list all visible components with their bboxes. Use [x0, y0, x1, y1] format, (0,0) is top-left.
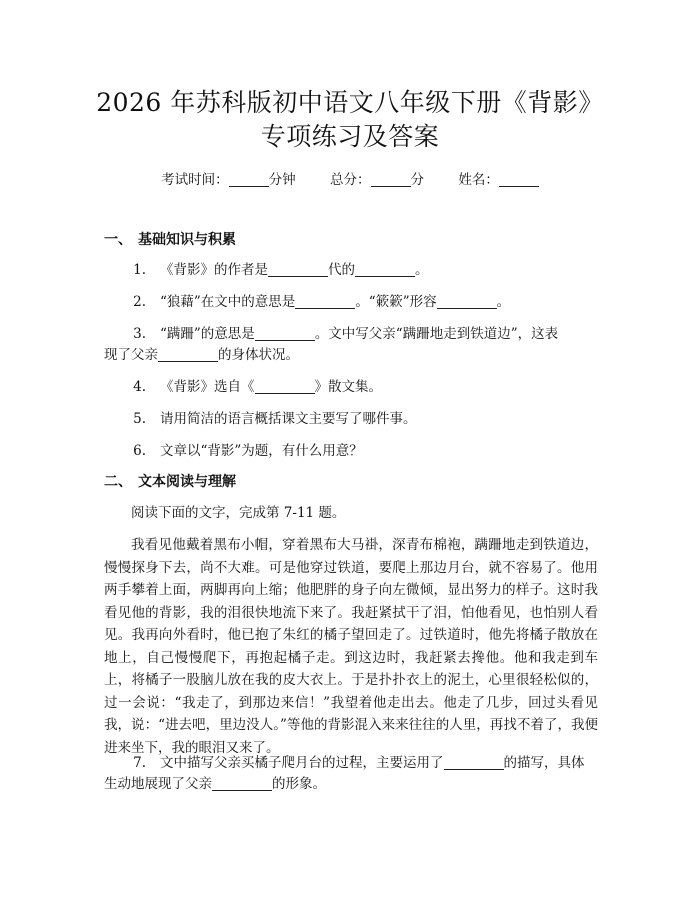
question-text: 《背影》的作者是: [160, 262, 268, 278]
question-3-continued: [104, 344, 598, 366]
question-text: “蹒跚”的意思是: [160, 326, 255, 342]
question-text: 文章以“背影”为题，有什么用意？: [160, 443, 363, 459]
question-7-continued: [104, 773, 598, 795]
question-number: 4.: [133, 379, 146, 395]
question-text: 《背影》选自《: [160, 379, 255, 395]
section-heading-2: [104, 472, 236, 492]
answer-blank[interactable]: [158, 347, 218, 362]
answer-blank[interactable]: [268, 262, 328, 277]
question-5: [104, 408, 598, 430]
reading-passage: 我看见他戴着黑布小帽，穿着黑布大马褂，深青布棉袍，蹒跚地走到铁道边，慢慢探身下去，尚不大难。可是他穿过铁道，要爬上那边月台，就不容易了。他用两手攀着上面，两脚再向上缩；他肥胖的身子向左微倾，显出努力的样子。这时我看见他的背影，我的泪很快地流下来了。我赶紧拭干了泪，怕他看见，也怕别人看见。我再向外看时，他已抱了朱红的橘子望回走了。过铁道时，他先将橘子散放在地上，自己慢慢爬下，再抱起橘子走。到这边时，我赶紧去搀他。他和我走到车上，将橘子一股脑儿放在我的皮大衣上。于是扑扑衣上的泥土，心里很轻松似的，过一会说：“我走了，到那边来信！”我望着他走出去。他走了几步，回过头看见我，说：“进去吧，里边没人。”等他的背影混入来来往往的人里，再找不着了，我便进来坐下，我的眼泪又来了。: [104, 537, 598, 756]
exam-info-line: [0, 170, 700, 190]
question-text: 。“簌簌”形容: [355, 294, 437, 310]
question-number: 5.: [133, 411, 146, 427]
exam-time-label: 考试时间：: [161, 172, 229, 188]
question-number: 7.: [133, 755, 146, 771]
student-name-label: 姓名：: [458, 172, 499, 188]
question-text: 》散文集。: [314, 379, 382, 395]
question-3: [104, 323, 598, 345]
question-6: [104, 440, 598, 462]
question-number: 2.: [133, 294, 146, 310]
question-number: 6.: [133, 443, 146, 459]
section-number: 一、: [104, 232, 132, 248]
question-text: 的身体状况。: [218, 347, 299, 363]
question-text: 。: [415, 262, 429, 278]
question-text: 。文中写父亲“蹒跚地走到铁道边”，这表: [314, 326, 559, 342]
reading-intro: 阅读下面的文字，完成第 7-11 题。: [131, 505, 346, 521]
section-title: 基础知识与积累: [138, 232, 236, 248]
total-score-label: 总分：: [330, 172, 371, 188]
total-score-blank[interactable]: [371, 172, 411, 187]
question-text: 文中描写父亲买橘子爬月台的过程，主要运用了: [160, 755, 444, 771]
question-2: [104, 291, 598, 313]
answer-blank[interactable]: [212, 776, 272, 791]
section-heading-1: [104, 230, 236, 250]
question-1: [104, 259, 598, 281]
section-number: 二、: [104, 474, 132, 490]
section-title: 文本阅读与理解: [138, 474, 236, 490]
question-text: 请用简洁的语言概括课文主要写了哪件事。: [160, 411, 417, 427]
question-text: “狼藉”在文中的意思是: [160, 294, 296, 310]
answer-blank[interactable]: [437, 294, 497, 309]
question-text: 的描写，具体: [503, 755, 585, 771]
answer-blank[interactable]: [255, 326, 315, 341]
question-number: 3.: [133, 326, 146, 342]
page-subtitle: 专项练习及答案: [260, 122, 440, 151]
student-name-blank[interactable]: [499, 172, 539, 187]
question-text: 的形象。: [272, 776, 326, 792]
exam-time-unit: 分钟: [268, 172, 296, 188]
answer-blank[interactable]: [444, 755, 504, 770]
total-score-unit: 分: [410, 172, 424, 188]
question-text: 现了父亲: [104, 347, 158, 363]
question-text: 生动地展现了父亲: [104, 776, 212, 792]
exam-time-blank[interactable]: [229, 172, 269, 187]
answer-blank[interactable]: [255, 379, 315, 394]
answer-blank[interactable]: [295, 294, 355, 309]
question-text: 。: [496, 294, 511, 310]
page-title: 2026 年苏科版初中语文八年级下册《背影》: [96, 88, 604, 117]
question-text: 代的: [328, 262, 355, 278]
question-7: [104, 752, 598, 774]
question-number: 1.: [133, 262, 146, 278]
question-4: [104, 376, 598, 398]
answer-blank[interactable]: [355, 262, 415, 277]
